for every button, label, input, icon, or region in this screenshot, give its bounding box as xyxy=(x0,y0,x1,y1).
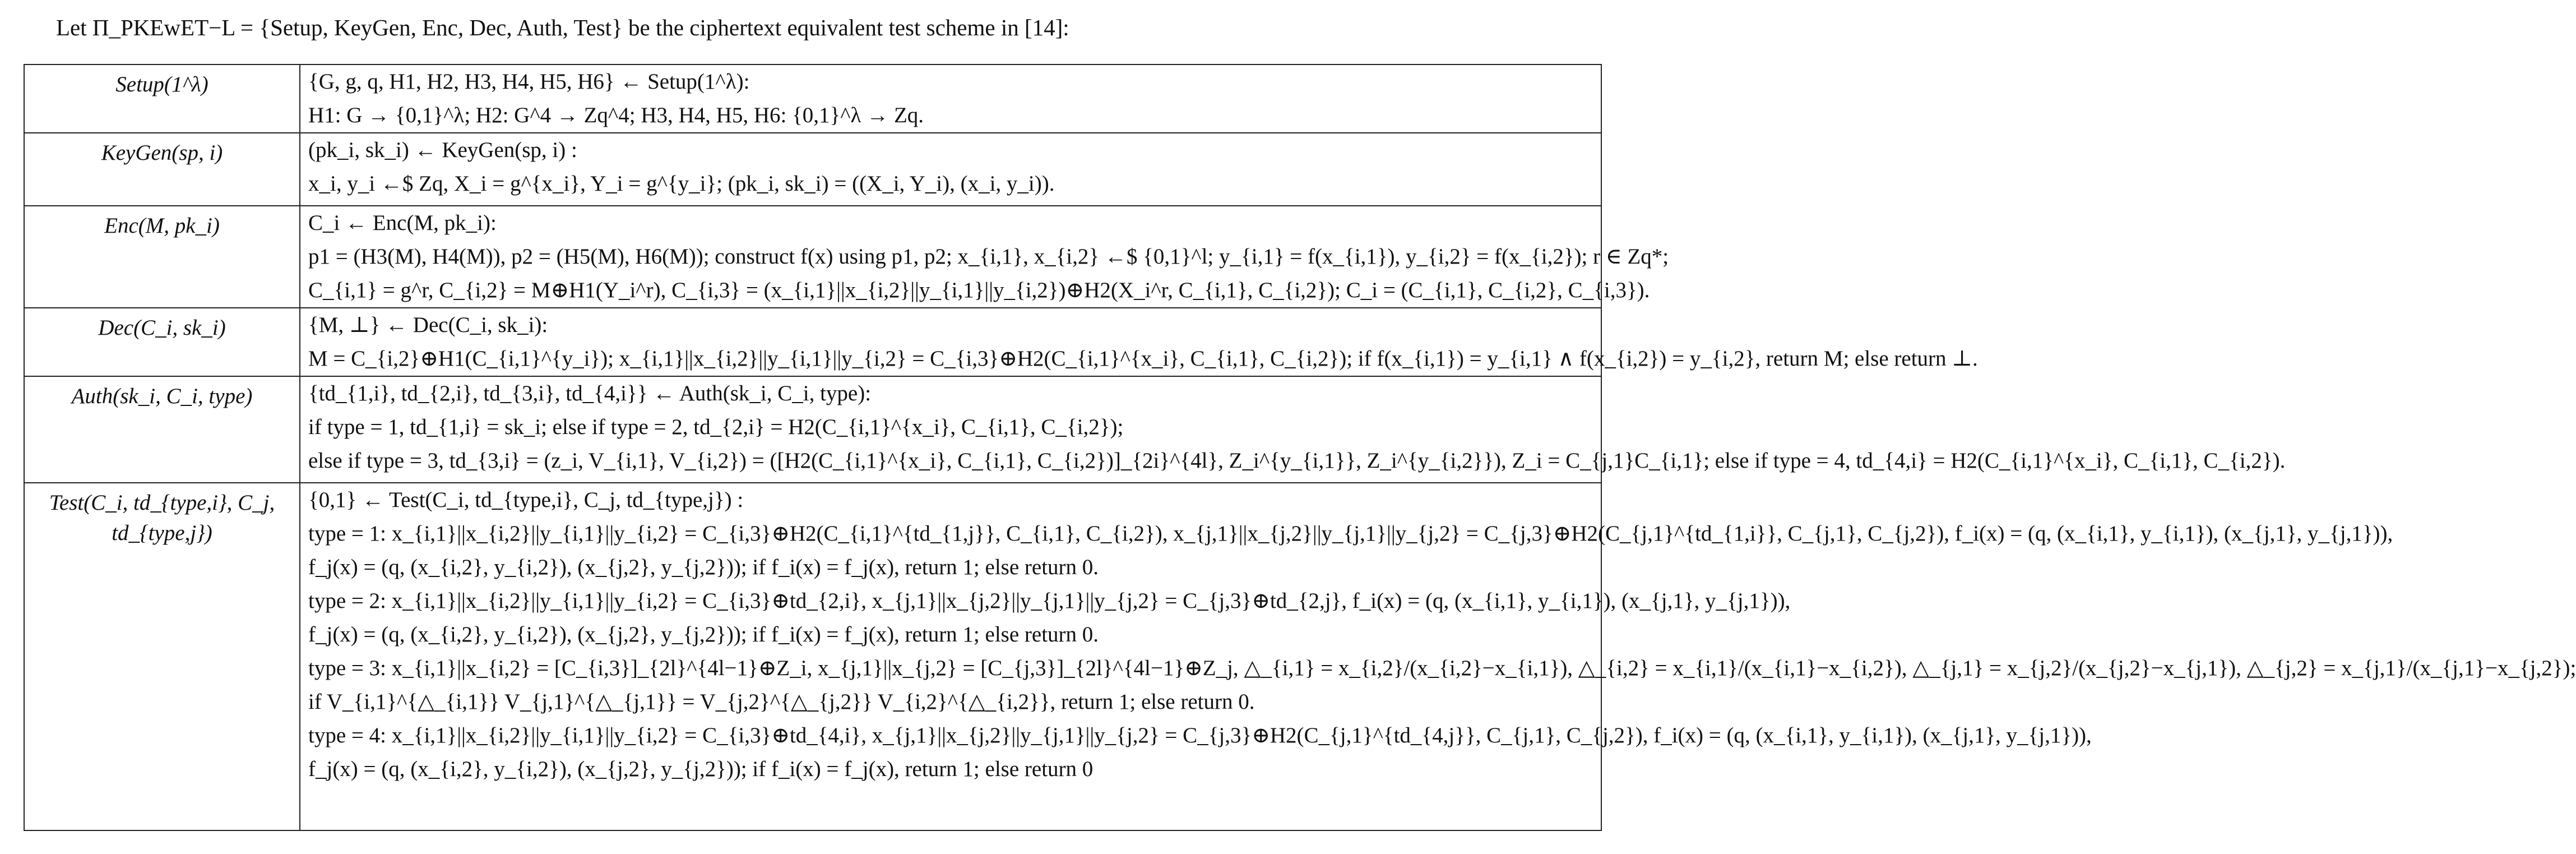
table-row xyxy=(24,308,1601,376)
definition-line: f_j(x) = (q, (x_{i,2}, y_{i,2}), (x_{j,2}, y_{j,2})); if f_i(x) = f_j(x), return 1; else return 0. xyxy=(308,555,1099,579)
definition-line: p1 = (H3(M), H4(M)), p2 = (H5(M), H6(M)); construct f(x) using p1, p2; x_{i,1}, x_{i,2} ←$ {0,1}^l; y_{i,1} = f(x_{i,1}), y_{i,2} = f(x_{i,2}); r ∈ Zq*; xyxy=(308,244,1669,269)
table-row xyxy=(24,483,1601,830)
algorithm-name: Enc(M, pk_i) xyxy=(24,206,300,308)
definition-line: type = 2: x_{i,1}||x_{i,2}||y_{i,1}||y_{i,2} = C_{i,3}⊕td_{2,i}, x_{j,1}||x_{j,2}||y_{j,1}||y_{j,2} = C_{j,3}⊕td_{2,j}, f_i(x) = (q, (x_{i,1}, y_{i,1}), (x_{j,1}, y_{j,1})), xyxy=(308,589,1791,613)
algorithm-definition xyxy=(300,376,2286,483)
algorithm-name: Dec(C_i, sk_i) xyxy=(24,308,300,376)
definition-line: if type = 1, td_{1,i} = sk_i; else if type = 2, td_{2,i} = H2(C_{i,1}^{x_i}, C_{i,1}, C_{i,2}); xyxy=(308,415,1124,439)
algorithm-name: Test(C_i, td_{type,i}, C_j, td_{type,j}) xyxy=(24,483,300,830)
algorithm-definition xyxy=(300,483,2576,830)
table-row xyxy=(24,64,1601,133)
definition-line: type = 4: x_{i,1}||x_{i,2}||y_{i,1}||y_{i,2} = C_{i,3}⊕td_{4,i}, x_{j,1}||x_{j,2}||y_{j,1}||y_{j,2} = C_{j,3}⊕H2(C_{j,1}^{td_{4,j}}, C_{j,1}, C_{j,2}), f_i(x) = (q, (x_{i,1}, y_{i,1}), (x_{j,1}, y_{j,1})), xyxy=(308,723,2092,747)
algorithm-name: Auth(sk_i, C_i, type) xyxy=(24,376,300,483)
algorithm-name: Setup(1^λ) xyxy=(24,64,300,133)
definition-line: if V_{i,1}^{△_{i,1}} V_{j,1}^{△_{j,1}} = V_{j,2}^{△_{j,2}} V_{i,2}^{△_{i,2}}, return 1; else return 0. xyxy=(308,690,1255,714)
definition-line: f_j(x) = (q, (x_{i,2}, y_{i,2}), (x_{j,2}, y_{j,2})); if f_i(x) = f_j(x), return 1; else return 0. xyxy=(308,622,1099,647)
intro-sentence: Let Π_PKEwET−L = {Setup, KeyGen, Enc, Dec, Auth, Test} be the ciphertext equivalent test scheme in [14]: xyxy=(56,15,1069,40)
definition-line: (pk_i, sk_i) ← KeyGen(sp, i) : xyxy=(308,138,577,162)
table-row xyxy=(24,376,1601,483)
algorithm-definition xyxy=(300,133,1601,206)
definition-line: {M, ⊥} ← Dec(C_i, sk_i): xyxy=(308,313,548,337)
definition-line: f_j(x) = (q, (x_{i,2}, y_{i,2}), (x_{j,2}, y_{j,2})); if f_i(x) = f_j(x), return 1; else return 0 xyxy=(308,757,1094,781)
algorithm-definition xyxy=(300,308,1978,376)
definition-line: type = 1: x_{i,1}||x_{i,2}||y_{i,1}||y_{i,2} = C_{i,3}⊕H2(C_{i,1}^{td_{1,j}}, C_{i,1}, C_{i,2}), x_{j,1}||x_{j,2}||y_{j,1}||y_{j,2} = C_{j,3}⊕H2(C_{j,1}^{td_{1,i}}, C_{j,1}, C_{j,2}), f_i(x) = (q, (x_{i,1}, y_{i,1}), (x_{j,1}, y_{j,1})), xyxy=(308,521,2393,546)
definition-line: M = C_{i,2}⊕H1(C_{i,1}^{y_i}); x_{i,1}||x_{i,2}||y_{i,1}||y_{i,2} = C_{i,3}⊕H2(C_{i,1}^{x_i}, C_{i,1}, C_{i,2}); if f(x_{i,1}) = y_{i,1} ∧ f(x_{i,2}) = y_{i,2}, return M; else return ⊥. xyxy=(308,347,1978,371)
definition-line: else if type = 3, td_{3,i} = (z_i, V_{i,1}, V_{i,2}) = ([H2(C_{i,1}^{x_i}, C_{i,1}, C_{i,2})]_{2i}^{4l}, Z_i^{y_{i,1}}, Z_i^{y_{i,2}}), Z_i = C_{j,1}C_{i,1}; else if type = 4, td_{4,i} = H2(C_{i,1}^{x_i}, C_{i,1}, C_{i,2}). xyxy=(308,449,2286,473)
definition-line: x_i, y_i ←$ Zq, X_i = g^{x_i}, Y_i = g^{y_i}; (pk_i, sk_i) = ((X_i, Y_i), (x_i, y_i)). xyxy=(308,172,1055,196)
table-row xyxy=(24,133,1601,206)
definition-line: {td_{1,i}, td_{2,i}, td_{3,i}, td_{4,i}} ← Auth(sk_i, C_i, type): xyxy=(308,381,872,405)
algorithm-name: KeyGen(sp, i) xyxy=(24,133,300,206)
definition-line: C_{i,1} = g^r, C_{i,2} = M⊕H1(Y_i^r), C_{i,3} = (x_{i,1}||x_{i,2}||y_{i,1}||y_{i,2})⊕H2(X_i^r, C_{i,1}, C_{i,2}); C_i = (C_{i,1}, C_{i,2}, C_{i,3}). xyxy=(308,278,1650,302)
definition-line: type = 3: x_{i,1}||x_{i,2} = [C_{i,3}]_{2l}^{4l−1}⊕Z_i, x_{j,1}||x_{j,2} = [C_{j,3}]_{2l}^{4l−1}⊕Z_j, △_{i,1} = x_{i,2}/(x_{i,2}−x_{i,1}), △_{i,2} = x_{i,1}/(x_{i,1}−x_{i,2}), △_{j,1} = x_{j,2}/(x_{j,2}−x_{j,1}), △_{j,2} = x_{j,1}/(x_{j,1}−x_{j,2}); xyxy=(308,656,2576,680)
scheme-table xyxy=(24,64,2576,831)
algorithm-definition xyxy=(300,206,1669,308)
algorithm-definition xyxy=(300,64,1601,133)
definition-line: H1: G → {0,1}^λ; H2: G^4 → Zq^4; H3, H4, H5, H6: {0,1}^λ → Zq. xyxy=(308,103,924,127)
definition-line: C_i ← Enc(M, pk_i): xyxy=(308,211,497,235)
definition-line: {G, g, q, H1, H2, H3, H4, H5, H6} ← Setup(1^λ): xyxy=(308,70,750,94)
definition-line: {0,1} ← Test(C_i, td_{type,i}, C_j, td_{type,j}) : xyxy=(308,488,744,512)
table-row xyxy=(24,206,1601,308)
